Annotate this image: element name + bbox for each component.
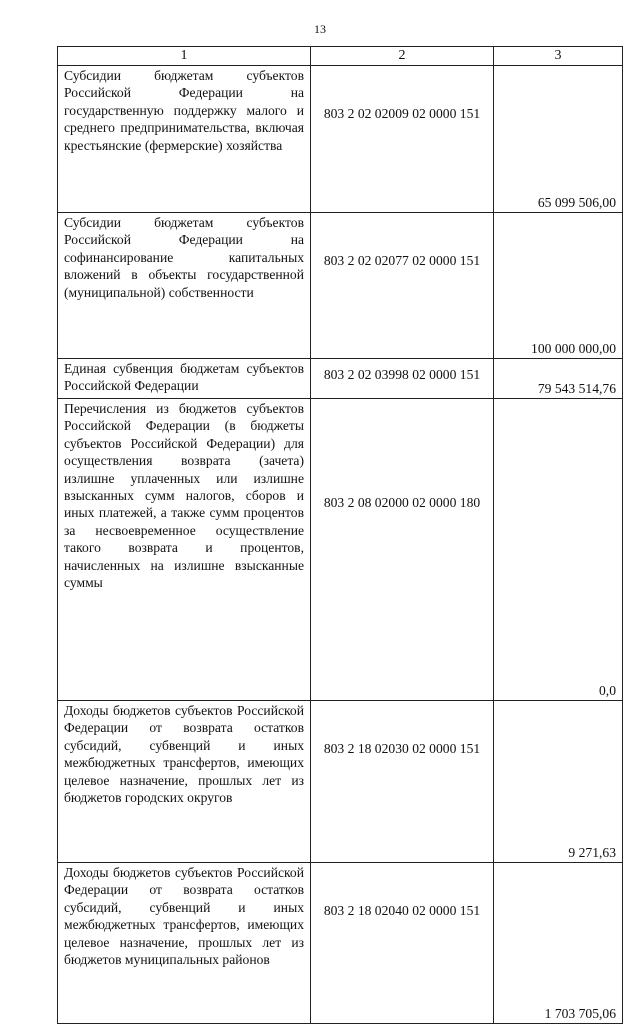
row-budget-code: 803 2 18 02030 02 0000 151: [311, 701, 494, 863]
row-amount: 9 271,63: [494, 701, 623, 863]
budget-revenue-table: [57, 46, 623, 1024]
table-row: [58, 701, 623, 863]
row-budget-code: 803 2 02 02077 02 0000 151: [311, 213, 494, 359]
row-budget-code: 803 2 02 02009 02 0000 151: [311, 66, 494, 213]
row-amount: 65 099 506,00: [494, 66, 623, 213]
table-row: [58, 863, 623, 1024]
column-header-2: 2: [311, 47, 494, 66]
row-description: Доходы бюджетов субъектов Российской Федерации от возврата остатков субсидий, субвенций и иных межбюджетных трансфертов, имеющих целевое назначение, прошлых лет из бюджетов муниципальных районов: [58, 863, 311, 1024]
page-number: 13: [314, 22, 326, 36]
table-row: [58, 66, 623, 213]
table-row: [58, 359, 623, 399]
table-row: [58, 399, 623, 701]
row-description: Доходы бюджетов субъектов Российской Федерации от возврата остатков субсидий, субвенций и иных межбюджетных трансфертов, имеющих целевое назначение, прошлых лет из бюджетов городских округов: [58, 701, 311, 863]
row-budget-code: 803 2 02 03998 02 0000 151: [311, 359, 494, 399]
column-header-3: 3: [494, 47, 623, 66]
row-amount: 0,0: [494, 399, 623, 701]
row-description: Перечисления из бюджетов субъектов Российской Федерации (в бюджеты субъектов Российской Федерации) для осуществления возврата (зачета) излишне уплаченных или излишне взысканных сумм налогов, сборов и иных платежей, а также сумм процентов за несвоевременное осуществление такого возврата и процентов, начисленных на излишне взысканные суммы: [58, 399, 311, 701]
row-description: Субсидии бюджетам субъектов Российской Федерации на государственную поддержку малого и среднего предпринимательства, включая крестьянские (фермерские) хозяйства: [58, 66, 311, 213]
column-header-1: 1: [58, 47, 311, 66]
row-budget-code: 803 2 08 02000 02 0000 180: [311, 399, 494, 701]
row-amount: 100 000 000,00: [494, 213, 623, 359]
row-amount: 1 703 705,06: [494, 863, 623, 1024]
row-budget-code: 803 2 18 02040 02 0000 151: [311, 863, 494, 1024]
row-description: Единая субвенция бюджетам субъектов Российской Федерации: [58, 359, 311, 399]
row-description: Субсидии бюджетам субъектов Российской Федерации на софинансирование капитальных вложений в объекты государственной (муниципальной) собственности: [58, 213, 311, 359]
table-header-row: [58, 47, 623, 66]
row-amount: 79 543 514,76: [494, 359, 623, 399]
table-row: [58, 213, 623, 359]
